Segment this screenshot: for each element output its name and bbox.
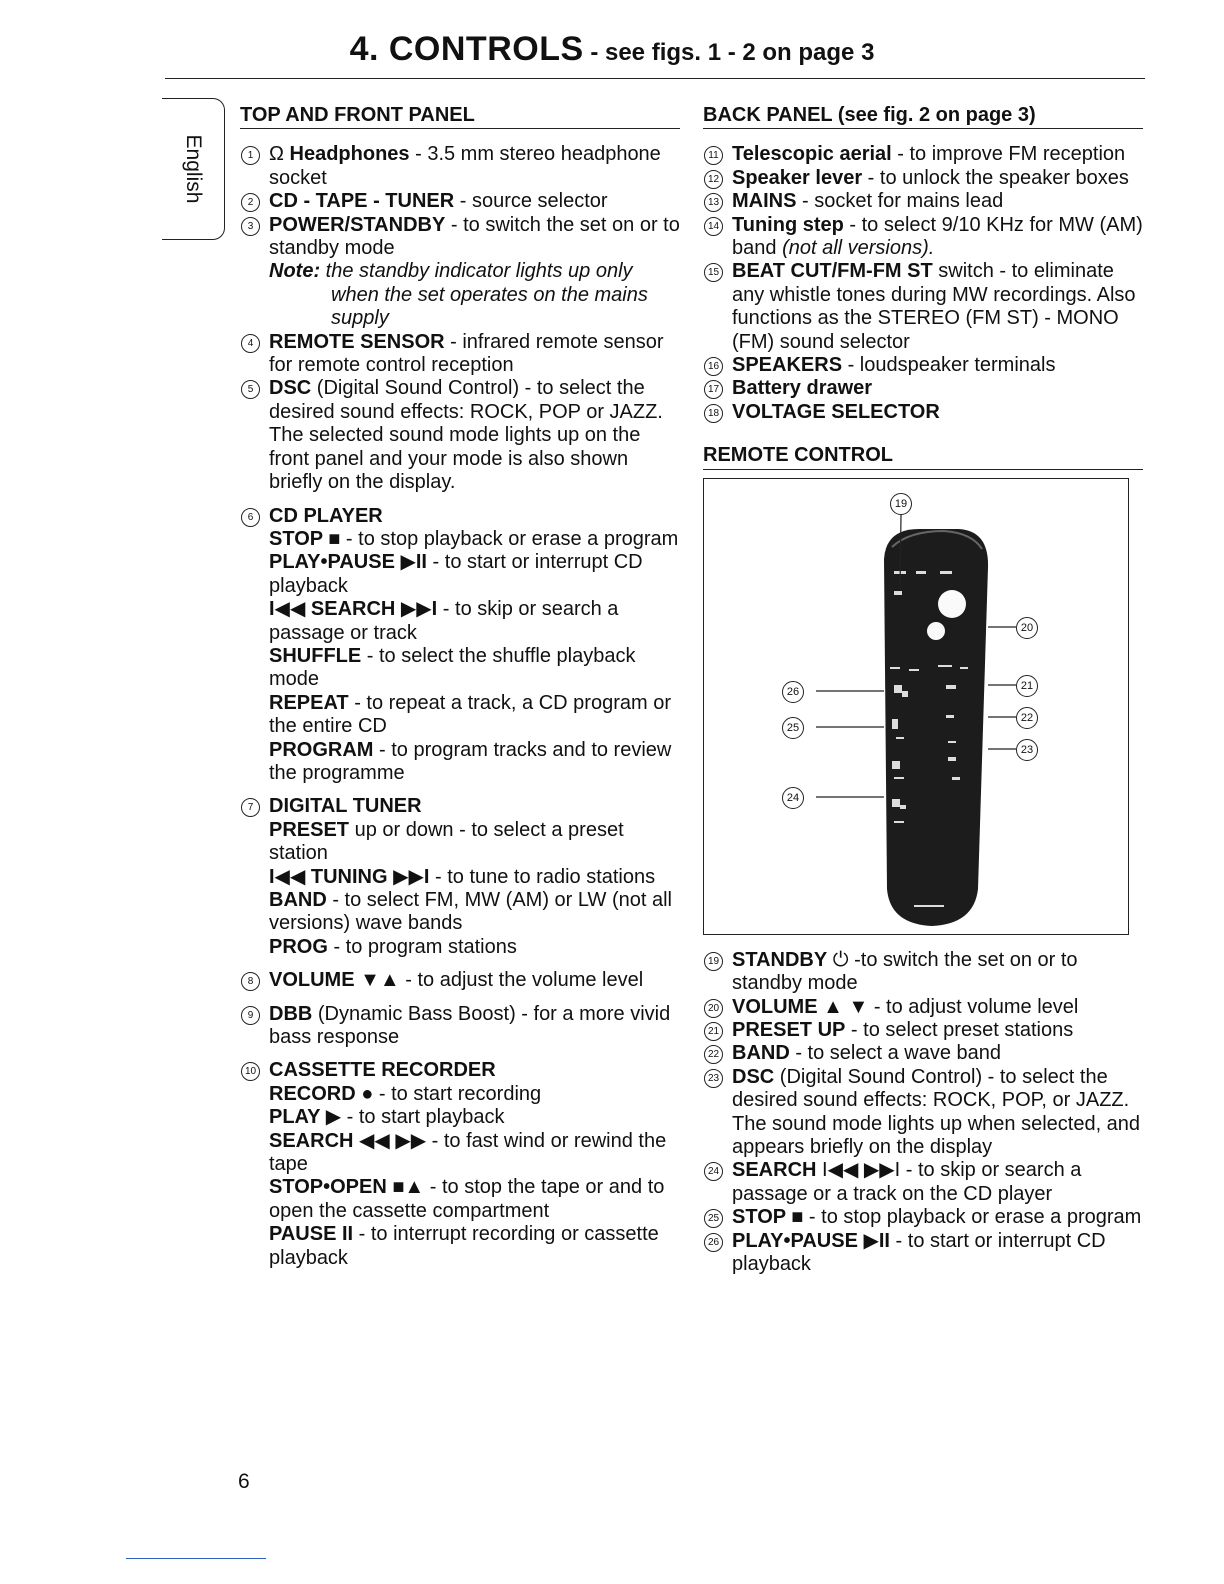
item-name: DSC <box>269 377 312 400</box>
item-desc: - loudspeaker terminals <box>842 354 1056 377</box>
item-desc: - to select a wave band <box>789 1042 1002 1065</box>
item-desc: - to select 9/10 KHz for MW (AM) band <box>732 213 1143 260</box>
item-9 <box>240 1003 680 1050</box>
item-number: 25 <box>704 1209 723 1228</box>
tuner-preset: PRESET up or down - to select a preset station <box>269 818 624 865</box>
item-number: 18 <box>704 404 723 423</box>
title-sub: - see figs. 1 - 2 on page 3 <box>583 39 875 66</box>
item-desc: (Digital Sound Control) - to select the desired sound effects: ROCK, POP, or JAZZ. The sound mode lights up when selected, and appears briefly on the display <box>732 1065 1141 1158</box>
item-10 <box>240 1059 680 1270</box>
right-column <box>703 104 1143 1276</box>
item-name: BAND <box>732 1042 790 1065</box>
item-19 <box>703 949 1143 996</box>
title-main: 4. CONTROLS <box>349 30 584 68</box>
item-number: 10 <box>241 1062 260 1081</box>
item-name: REMOTE SENSOR <box>269 330 445 353</box>
headphone-icon: Ω <box>269 143 284 166</box>
item-number: 13 <box>704 193 723 212</box>
item-number: 4 <box>241 334 260 353</box>
remote-control-illustration <box>704 479 1128 934</box>
item-name: DBB <box>269 1002 313 1025</box>
remote-control-figure <box>703 478 1129 935</box>
item-name: Battery drawer <box>732 377 873 400</box>
item-desc: - source selector <box>454 190 608 213</box>
note <box>269 260 680 283</box>
callout-19: 19 <box>890 493 912 515</box>
item-name: CASSETTE RECORDER <box>269 1059 496 1082</box>
language-tab <box>162 98 225 240</box>
item-15 <box>703 260 1143 354</box>
left-column <box>240 104 680 1270</box>
volume-knob <box>938 590 966 618</box>
item-desc: - to switch the set on or to standby mode <box>269 213 680 260</box>
item-name: Telescopic aerial <box>732 143 892 166</box>
item-23 <box>703 1066 1143 1160</box>
cd-program: PROGRAM - to program tracks and to review the programme <box>269 738 672 784</box>
section-heading-remote: REMOTE CONTROL <box>703 444 1143 469</box>
tuner-band: BAND - to select FM, MW (AM) or LW (not all versions) wave bands <box>269 889 672 935</box>
item-number: 3 <box>241 217 260 236</box>
tuner-prog: PROG - to program stations <box>269 935 517 958</box>
item-name: SPEAKERS <box>732 354 843 377</box>
item-desc: - to adjust the volume level <box>399 969 644 992</box>
item-number: 6 <box>241 508 260 527</box>
item-number: 8 <box>241 972 260 991</box>
item-number: 21 <box>704 1022 723 1041</box>
item-desc: - 3.5 mm stereo headphone socket <box>269 143 661 189</box>
item-name: VOLUME ▼▲ <box>269 969 400 992</box>
item-14 <box>703 214 1143 261</box>
header-rule <box>165 78 1145 79</box>
item-number: 11 <box>704 146 723 165</box>
item-7 <box>240 795 680 959</box>
small-knob <box>927 622 945 640</box>
item-number: 12 <box>704 170 723 189</box>
item-20 <box>703 996 1143 1019</box>
item-name: MAINS <box>732 190 797 213</box>
item-number: 5 <box>241 380 260 399</box>
page-number: 6 <box>238 1470 250 1493</box>
cd-stop: STOP ■ - to stop playback or erase a program <box>269 527 679 550</box>
item-name: PLAY•PAUSE ▶II <box>732 1229 890 1252</box>
callout-23: 23 <box>1016 739 1038 761</box>
item-name: DSC <box>732 1065 775 1088</box>
item-desc: (Dynamic Bass Boost) - for a more vivid bass response <box>269 1002 671 1049</box>
item-name: SEARCH <box>732 1159 817 1182</box>
item-name: BEAT CUT/FM-FM ST <box>732 260 933 283</box>
cassette-search: SEARCH ◀◀ ▶▶ - to fast wind or rewind the tape <box>269 1129 667 1176</box>
item-5 <box>240 377 680 494</box>
item-number: 14 <box>704 217 723 236</box>
item-desc: - to stop playback or erase a program <box>803 1206 1142 1229</box>
item-desc: I◀◀ ▶▶I - to skip or search a passage or a track on the CD player <box>732 1159 1082 1205</box>
item-6 <box>240 505 680 786</box>
item-4 <box>240 331 680 378</box>
item-13 <box>703 190 1143 213</box>
item-number: 1 <box>241 146 260 165</box>
item-name: VOLTAGE SELECTOR <box>732 400 940 423</box>
item-number: 24 <box>704 1162 723 1181</box>
item-2 <box>240 190 680 213</box>
cd-play-pause: PLAY•PAUSE ▶II - to start or interrupt CD playback <box>269 551 643 597</box>
item-3 <box>240 214 680 331</box>
item-number: 20 <box>704 999 723 1018</box>
item-desc: ⏻ -to switch the set on or to standby mode <box>732 948 1078 995</box>
item-25 <box>703 1206 1143 1229</box>
section-heading-back-panel: BACK PANEL (see fig. 2 on page 3) <box>703 104 1143 129</box>
section-heading-top-front: TOP AND FRONT PANEL <box>240 104 680 129</box>
callout-24: 24 <box>782 787 804 809</box>
cassette-pause: PAUSE II - to interrupt recording or cassette playback <box>269 1223 659 1269</box>
callout-21: 21 <box>1016 675 1038 697</box>
item-name: STOP ■ <box>732 1206 804 1229</box>
tuner-tuning: I◀◀ TUNING ▶▶I - to tune to radio stations <box>269 865 656 888</box>
callout-22: 22 <box>1016 707 1038 729</box>
language-tab-label: English <box>182 134 205 204</box>
item-name: STANDBY <box>732 948 828 971</box>
item-number: 9 <box>241 1006 260 1025</box>
item-name: PRESET UP <box>732 1018 846 1041</box>
item-number: 17 <box>704 380 723 399</box>
item-1 <box>240 143 680 190</box>
item-name: Tuning step <box>732 213 844 236</box>
item-desc: - to adjust volume level <box>868 995 1079 1018</box>
note-text: the standby indicator lights up only <box>320 260 633 283</box>
item-desc: - to improve FM reception <box>891 143 1126 166</box>
item-desc: (Digital Sound Control) - to select the desired sound effects: ROCK, POP or JAZZ. The selected sound mode lights up on the front panel and your mode is also shown briefly on the display. <box>269 377 663 494</box>
cd-shuffle: SHUFFLE - to select the shuffle playback mode <box>269 644 636 691</box>
item-number: 26 <box>704 1233 723 1252</box>
item-22 <box>703 1042 1143 1065</box>
item-name: Speaker lever <box>732 166 863 189</box>
item-8 <box>240 969 680 992</box>
item-desc: - to select preset stations <box>845 1018 1074 1041</box>
footer-line <box>126 1558 266 1559</box>
cd-search: I◀◀ SEARCH ▶▶I - to skip or search a passage or track <box>269 598 619 644</box>
item-number: 19 <box>704 952 723 971</box>
item-desc: - infrared remote sensor for remote control reception <box>269 330 664 377</box>
item-number: 15 <box>704 263 723 282</box>
page-title <box>0 30 1224 69</box>
item-number: 22 <box>704 1045 723 1064</box>
item-number: 23 <box>704 1069 723 1088</box>
cd-repeat: REPEAT - to repeat a track, a CD program or the entire CD <box>269 691 671 738</box>
item-number: 2 <box>241 193 260 212</box>
item-name: CD PLAYER <box>269 504 383 527</box>
item-12 <box>703 167 1143 190</box>
item-desc: - to start or interrupt CD playback <box>732 1229 1106 1275</box>
item-desc: - to unlock the speaker boxes <box>862 166 1129 189</box>
item-name: DIGITAL TUNER <box>269 795 422 818</box>
item-desc: switch - to eliminate any whistle tones during MW recordings. Also functions as the STEREO (FM ST) - MONO (FM) sound selector <box>732 260 1136 353</box>
item-name: Headphones <box>289 143 410 166</box>
item-24 <box>703 1159 1143 1206</box>
note-label: Note: <box>269 260 321 283</box>
item-name: VOLUME ▲ ▼ <box>732 995 869 1018</box>
cassette-play: PLAY ▶ - to start playback <box>269 1106 505 1129</box>
item-21 <box>703 1019 1143 1042</box>
cassette-record: RECORD ● - to start recording <box>269 1082 542 1105</box>
item-number: 7 <box>241 798 260 817</box>
callout-20: 20 <box>1016 617 1038 639</box>
callout-26: 26 <box>782 681 804 703</box>
callout-25: 25 <box>782 717 804 739</box>
item-desc: - socket for mains lead <box>796 190 1004 213</box>
item-17 <box>703 377 1143 400</box>
item-desc-italic: (not all versions). <box>782 237 935 260</box>
item-26 <box>703 1230 1143 1277</box>
item-name: POWER/STANDBY <box>269 213 446 236</box>
item-11 <box>703 143 1143 166</box>
item-18 <box>703 401 1143 424</box>
note-continuation: when the set operates on the mains supply <box>331 283 648 330</box>
cassette-stop-open: STOP•OPEN ■▲ - to stop the tape or and to open the cassette compartment <box>269 1176 665 1222</box>
item-name: CD - TAPE - TUNER <box>269 190 455 213</box>
item-16 <box>703 354 1143 377</box>
item-number: 16 <box>704 357 723 376</box>
